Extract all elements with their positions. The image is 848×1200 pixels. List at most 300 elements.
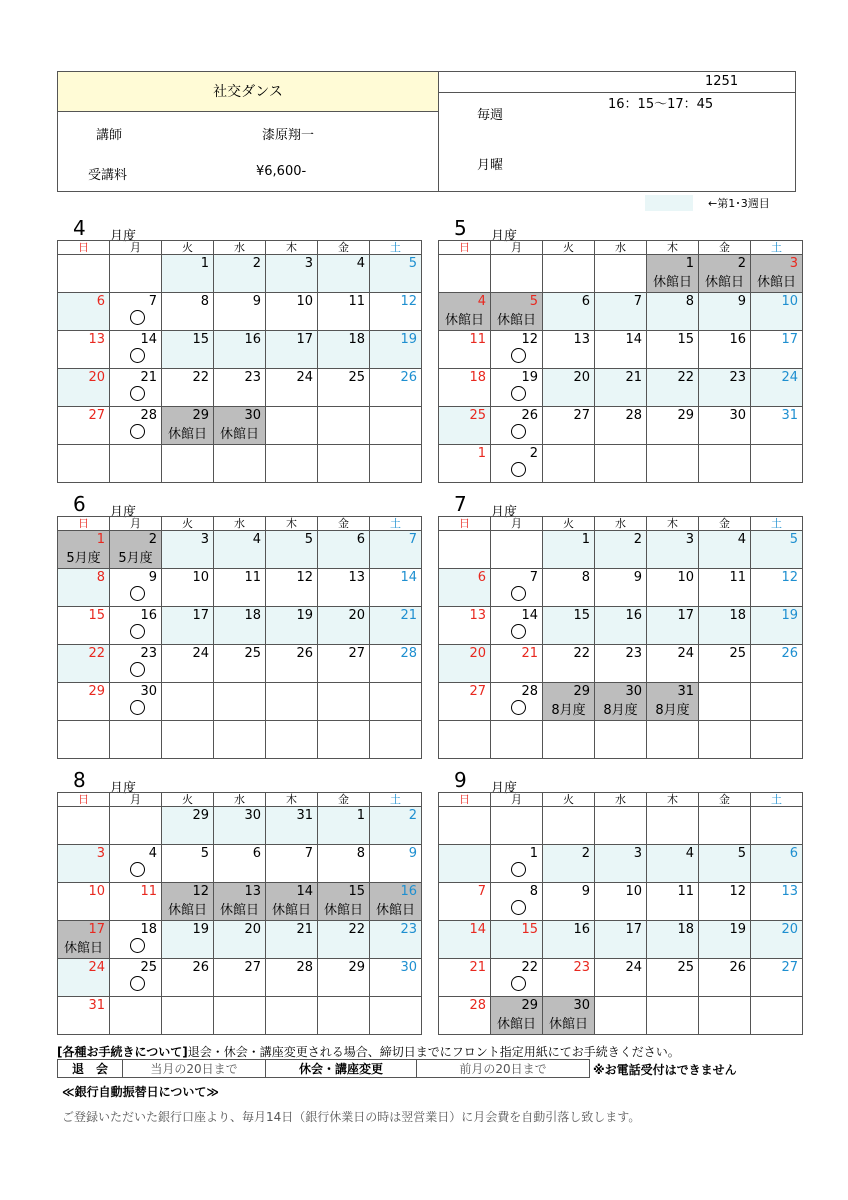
day-cell	[543, 883, 595, 921]
day-cell	[439, 721, 491, 759]
day-number: 1	[356, 808, 365, 823]
course-title: 社交ダンス	[58, 72, 438, 112]
day-cell	[318, 721, 370, 759]
day-number: 18	[244, 608, 261, 623]
day-cell	[110, 721, 162, 759]
week-row	[58, 997, 422, 1035]
class-day-circle-icon	[130, 424, 145, 439]
day-number: 27	[781, 960, 798, 975]
course-code: 1251	[705, 74, 739, 89]
day-cell	[751, 721, 803, 759]
week-row	[439, 531, 803, 569]
week-row	[58, 531, 422, 569]
day-cell	[58, 293, 110, 331]
day-cell	[266, 959, 318, 997]
day-cell	[439, 531, 491, 569]
week-row	[58, 645, 422, 683]
day-number: 28	[140, 408, 157, 423]
class-day-circle-icon	[130, 862, 145, 877]
day-cell	[58, 407, 110, 445]
weekday-label: 日	[58, 241, 110, 255]
day-cell	[595, 997, 647, 1035]
day-cell	[214, 255, 266, 293]
day-number: 2	[581, 846, 590, 861]
day-cell	[370, 683, 422, 721]
day-number: 16	[400, 884, 417, 899]
calendar-grid	[57, 516, 422, 759]
legend-swatch	[645, 195, 693, 211]
day-number: 29	[677, 408, 694, 423]
day-cell	[162, 607, 214, 645]
day-number: 20	[348, 608, 365, 623]
day-cell	[699, 959, 751, 997]
week-row	[58, 445, 422, 483]
weekday-label: 土	[751, 241, 803, 255]
day-number: 9	[408, 846, 417, 861]
day-number: 15	[677, 332, 694, 347]
day-number: 11	[140, 884, 157, 899]
week-row	[58, 807, 422, 845]
day-number: 24	[296, 370, 313, 385]
day-cell	[699, 445, 751, 483]
day-number: 6	[252, 846, 261, 861]
class-day-circle-icon	[511, 900, 526, 915]
day-number: 25	[677, 960, 694, 975]
day-cell	[214, 369, 266, 407]
day-note: 休館日	[496, 1017, 536, 1032]
day-cell	[699, 331, 751, 369]
weekday-label: 木	[647, 793, 699, 807]
calendar-grid	[438, 240, 803, 483]
day-cell	[647, 721, 699, 759]
week-row	[439, 921, 803, 959]
month-suffix: 月度	[491, 229, 518, 244]
day-cell	[751, 531, 803, 569]
day-number: 19	[192, 922, 209, 937]
day-cell	[162, 531, 214, 569]
day-number: 15	[348, 884, 365, 899]
day-number: 23	[244, 370, 261, 385]
day-number: 5	[529, 294, 538, 309]
day-number: 16	[244, 332, 261, 347]
day-cell	[370, 255, 422, 293]
weekday-label: 土	[370, 517, 422, 531]
day-number: 31	[88, 998, 105, 1013]
day-number: 27	[88, 408, 105, 423]
day-cell	[491, 607, 543, 645]
day-cell	[58, 369, 110, 407]
day-note: 休館日	[167, 427, 207, 442]
weekday: 月曜	[477, 158, 504, 173]
day-note: 8月度	[551, 703, 586, 718]
weekday-label: 木	[266, 517, 318, 531]
day-cell	[595, 883, 647, 921]
day-number: 22	[573, 646, 590, 661]
weekday-label: 水	[595, 241, 647, 255]
class-day-circle-icon	[511, 462, 526, 477]
day-number: 11	[469, 332, 486, 347]
day-cell	[266, 721, 318, 759]
day-number: 23	[729, 370, 746, 385]
week-row	[439, 683, 803, 721]
day-cell	[647, 883, 699, 921]
day-number: 22	[521, 960, 538, 975]
week-row	[439, 407, 803, 445]
day-number: 7	[148, 294, 157, 309]
day-note: 休館日	[652, 275, 692, 290]
day-number: 3	[200, 532, 209, 547]
day-note: 休館日	[219, 903, 259, 918]
day-cell	[214, 921, 266, 959]
day-cell	[595, 683, 647, 721]
day-number: 28	[625, 408, 642, 423]
week-row	[58, 293, 422, 331]
day-number: 25	[140, 960, 157, 975]
day-cell	[439, 331, 491, 369]
weekday-label: 土	[370, 793, 422, 807]
day-number: 29	[192, 808, 209, 823]
day-cell	[214, 883, 266, 921]
day-number: 21	[625, 370, 642, 385]
day-cell	[370, 807, 422, 845]
day-note: 休館日	[548, 1017, 588, 1032]
day-cell	[58, 331, 110, 369]
day-cell	[110, 293, 162, 331]
day-number: 11	[677, 884, 694, 899]
day-note: 休館日	[167, 903, 207, 918]
fee-value: ¥6,600-	[256, 164, 307, 179]
day-cell	[751, 607, 803, 645]
day-number: 3	[633, 846, 642, 861]
day-number: 19	[521, 370, 538, 385]
weekday-label: 火	[162, 517, 214, 531]
day-number: 5	[789, 532, 798, 547]
day-cell	[58, 845, 110, 883]
day-cell	[751, 445, 803, 483]
weekday-label: 火	[543, 241, 595, 255]
class-day-circle-icon	[130, 700, 145, 715]
day-number: 16	[573, 922, 590, 937]
class-day-circle-icon	[130, 586, 145, 601]
day-cell	[214, 645, 266, 683]
week-row	[58, 845, 422, 883]
class-day-circle-icon	[511, 976, 526, 991]
day-number: 20	[469, 646, 486, 661]
day-number: 27	[469, 684, 486, 699]
withdraw-deadline: 当月の20日まで	[123, 1060, 266, 1078]
day-cell	[318, 607, 370, 645]
day-cell	[162, 293, 214, 331]
week-row	[439, 721, 803, 759]
day-cell	[491, 845, 543, 883]
day-number: 5	[200, 846, 209, 861]
day-number: 1	[581, 532, 590, 547]
day-number: 1	[96, 532, 105, 547]
weekday-label: 木	[647, 241, 699, 255]
day-number: 23	[573, 960, 590, 975]
week-row	[439, 997, 803, 1035]
weekday-label: 火	[162, 241, 214, 255]
day-cell	[58, 807, 110, 845]
day-number: 22	[88, 646, 105, 661]
week-row	[58, 369, 422, 407]
weekday-label: 土	[751, 517, 803, 531]
day-cell	[162, 331, 214, 369]
day-cell	[318, 293, 370, 331]
day-number: 18	[140, 922, 157, 937]
day-cell	[595, 569, 647, 607]
week-row	[439, 607, 803, 645]
day-number: 29	[192, 408, 209, 423]
day-cell	[543, 807, 595, 845]
withdraw-label: 退 会	[58, 1060, 123, 1078]
day-cell	[439, 445, 491, 483]
day-cell	[491, 445, 543, 483]
day-number: 18	[677, 922, 694, 937]
day-cell	[595, 845, 647, 883]
week-row	[58, 331, 422, 369]
month-suffix: 月度	[110, 505, 137, 520]
weekday-label: 月	[110, 793, 162, 807]
day-cell	[214, 607, 266, 645]
day-number: 6	[477, 570, 486, 585]
deadline-table	[57, 1059, 590, 1078]
day-cell	[751, 255, 803, 293]
day-cell	[266, 531, 318, 569]
day-cell	[647, 331, 699, 369]
day-cell	[58, 959, 110, 997]
day-cell	[318, 531, 370, 569]
day-cell	[58, 683, 110, 721]
day-number: 6	[356, 532, 365, 547]
weekday-label: 木	[266, 793, 318, 807]
day-number: 20	[573, 370, 590, 385]
day-number: 4	[252, 532, 261, 547]
day-cell	[699, 807, 751, 845]
week-row	[439, 645, 803, 683]
day-cell	[266, 293, 318, 331]
day-number: 21	[469, 960, 486, 975]
fee-label: 受講料	[88, 168, 128, 183]
day-number: 20	[781, 922, 798, 937]
week-row	[439, 807, 803, 845]
day-number: 21	[296, 922, 313, 937]
day-cell	[439, 255, 491, 293]
weekday-label: 金	[699, 241, 751, 255]
day-note: 休館日	[63, 941, 103, 956]
day-cell	[266, 369, 318, 407]
day-cell	[162, 921, 214, 959]
day-cell	[58, 255, 110, 293]
day-cell	[751, 883, 803, 921]
day-note: 休館日	[704, 275, 744, 290]
month-number: 9	[454, 768, 467, 792]
calendar-grid	[438, 792, 803, 1035]
day-number: 14	[469, 922, 486, 937]
day-cell	[266, 255, 318, 293]
day-number: 8	[529, 884, 538, 899]
day-cell	[370, 883, 422, 921]
day-number: 4	[737, 532, 746, 547]
day-number: 13	[244, 884, 261, 899]
day-cell	[595, 607, 647, 645]
leave-deadline: 前月の20日まで	[417, 1060, 590, 1078]
day-number: 9	[633, 570, 642, 585]
day-cell	[214, 569, 266, 607]
day-cell	[110, 407, 162, 445]
day-number: 28	[469, 998, 486, 1013]
day-cell	[595, 531, 647, 569]
day-number: 9	[148, 570, 157, 585]
day-number: 15	[521, 922, 538, 937]
day-cell	[491, 645, 543, 683]
day-cell	[491, 959, 543, 997]
weekday-label: 水	[214, 241, 266, 255]
day-cell	[162, 407, 214, 445]
day-cell	[751, 293, 803, 331]
day-note: 8月度	[603, 703, 638, 718]
day-cell	[214, 807, 266, 845]
day-cell	[439, 997, 491, 1035]
day-number: 26	[192, 960, 209, 975]
week-row	[439, 845, 803, 883]
day-number: 2	[529, 446, 538, 461]
day-number: 5	[304, 532, 313, 547]
day-cell	[110, 607, 162, 645]
frequency: 毎週	[477, 108, 504, 123]
day-cell	[595, 921, 647, 959]
weekday-label: 月	[491, 793, 543, 807]
day-cell	[647, 569, 699, 607]
day-cell	[439, 369, 491, 407]
day-cell	[647, 407, 699, 445]
day-cell	[699, 645, 751, 683]
class-day-circle-icon	[130, 386, 145, 401]
day-cell	[751, 683, 803, 721]
day-cell	[751, 369, 803, 407]
day-cell	[595, 407, 647, 445]
day-number: 25	[348, 370, 365, 385]
day-cell	[214, 959, 266, 997]
day-number: 29	[521, 998, 538, 1013]
day-number: 4	[685, 846, 694, 861]
day-number: 12	[192, 884, 209, 899]
day-number: 14	[625, 332, 642, 347]
day-cell	[214, 683, 266, 721]
day-number: 19	[729, 922, 746, 937]
day-number: 17	[192, 608, 209, 623]
weekday-label: 月	[110, 517, 162, 531]
weekday-label: 月	[491, 517, 543, 531]
day-cell	[266, 921, 318, 959]
day-cell	[162, 369, 214, 407]
day-cell	[110, 331, 162, 369]
day-cell	[751, 569, 803, 607]
day-cell	[543, 369, 595, 407]
day-cell	[491, 407, 543, 445]
day-cell	[110, 807, 162, 845]
day-number: 17	[677, 608, 694, 623]
day-number: 17	[625, 922, 642, 937]
day-number: 13	[469, 608, 486, 623]
day-number: 30	[244, 808, 261, 823]
day-number: 12	[781, 570, 798, 585]
day-number: 9	[252, 294, 261, 309]
day-cell	[318, 331, 370, 369]
day-cell	[699, 293, 751, 331]
day-cell	[595, 293, 647, 331]
day-note: 8月度	[655, 703, 690, 718]
day-number: 26	[400, 370, 417, 385]
day-cell	[110, 369, 162, 407]
month-number: 5	[454, 216, 467, 240]
class-day-circle-icon	[130, 310, 145, 325]
day-cell	[647, 845, 699, 883]
day-number: 30	[729, 408, 746, 423]
day-cell	[266, 683, 318, 721]
day-number: 27	[348, 646, 365, 661]
course-info-box	[57, 71, 796, 192]
day-cell	[266, 845, 318, 883]
day-number: 6	[96, 294, 105, 309]
day-cell	[318, 997, 370, 1035]
divider	[438, 72, 439, 191]
day-number: 30	[573, 998, 590, 1013]
day-number: 10	[781, 294, 798, 309]
day-number: 12	[296, 570, 313, 585]
day-cell	[266, 645, 318, 683]
day-cell	[318, 407, 370, 445]
day-number: 26	[781, 646, 798, 661]
weekday-label: 金	[318, 517, 370, 531]
day-cell	[543, 255, 595, 293]
day-number: 1	[200, 256, 209, 271]
day-cell	[439, 845, 491, 883]
day-cell	[491, 883, 543, 921]
day-cell	[647, 369, 699, 407]
day-number: 19	[296, 608, 313, 623]
day-cell	[491, 683, 543, 721]
day-cell	[318, 921, 370, 959]
weekday-label: 日	[58, 517, 110, 531]
day-cell	[647, 293, 699, 331]
day-cell	[647, 607, 699, 645]
day-number: 10	[192, 570, 209, 585]
day-cell	[699, 683, 751, 721]
week-row	[439, 883, 803, 921]
day-cell	[58, 531, 110, 569]
day-cell	[58, 997, 110, 1035]
day-cell	[110, 845, 162, 883]
class-day-circle-icon	[511, 386, 526, 401]
day-number: 1	[529, 846, 538, 861]
day-number: 26	[521, 408, 538, 423]
day-number: 23	[625, 646, 642, 661]
day-cell	[318, 569, 370, 607]
day-number: 29	[348, 960, 365, 975]
day-number: 28	[296, 960, 313, 975]
day-cell	[370, 721, 422, 759]
day-number: 15	[88, 608, 105, 623]
day-cell	[318, 683, 370, 721]
day-number: 3	[304, 256, 313, 271]
day-cell	[58, 445, 110, 483]
day-cell	[162, 845, 214, 883]
week-row	[58, 683, 422, 721]
day-number: 2	[737, 256, 746, 271]
day-number: 2	[148, 532, 157, 547]
day-cell	[214, 845, 266, 883]
